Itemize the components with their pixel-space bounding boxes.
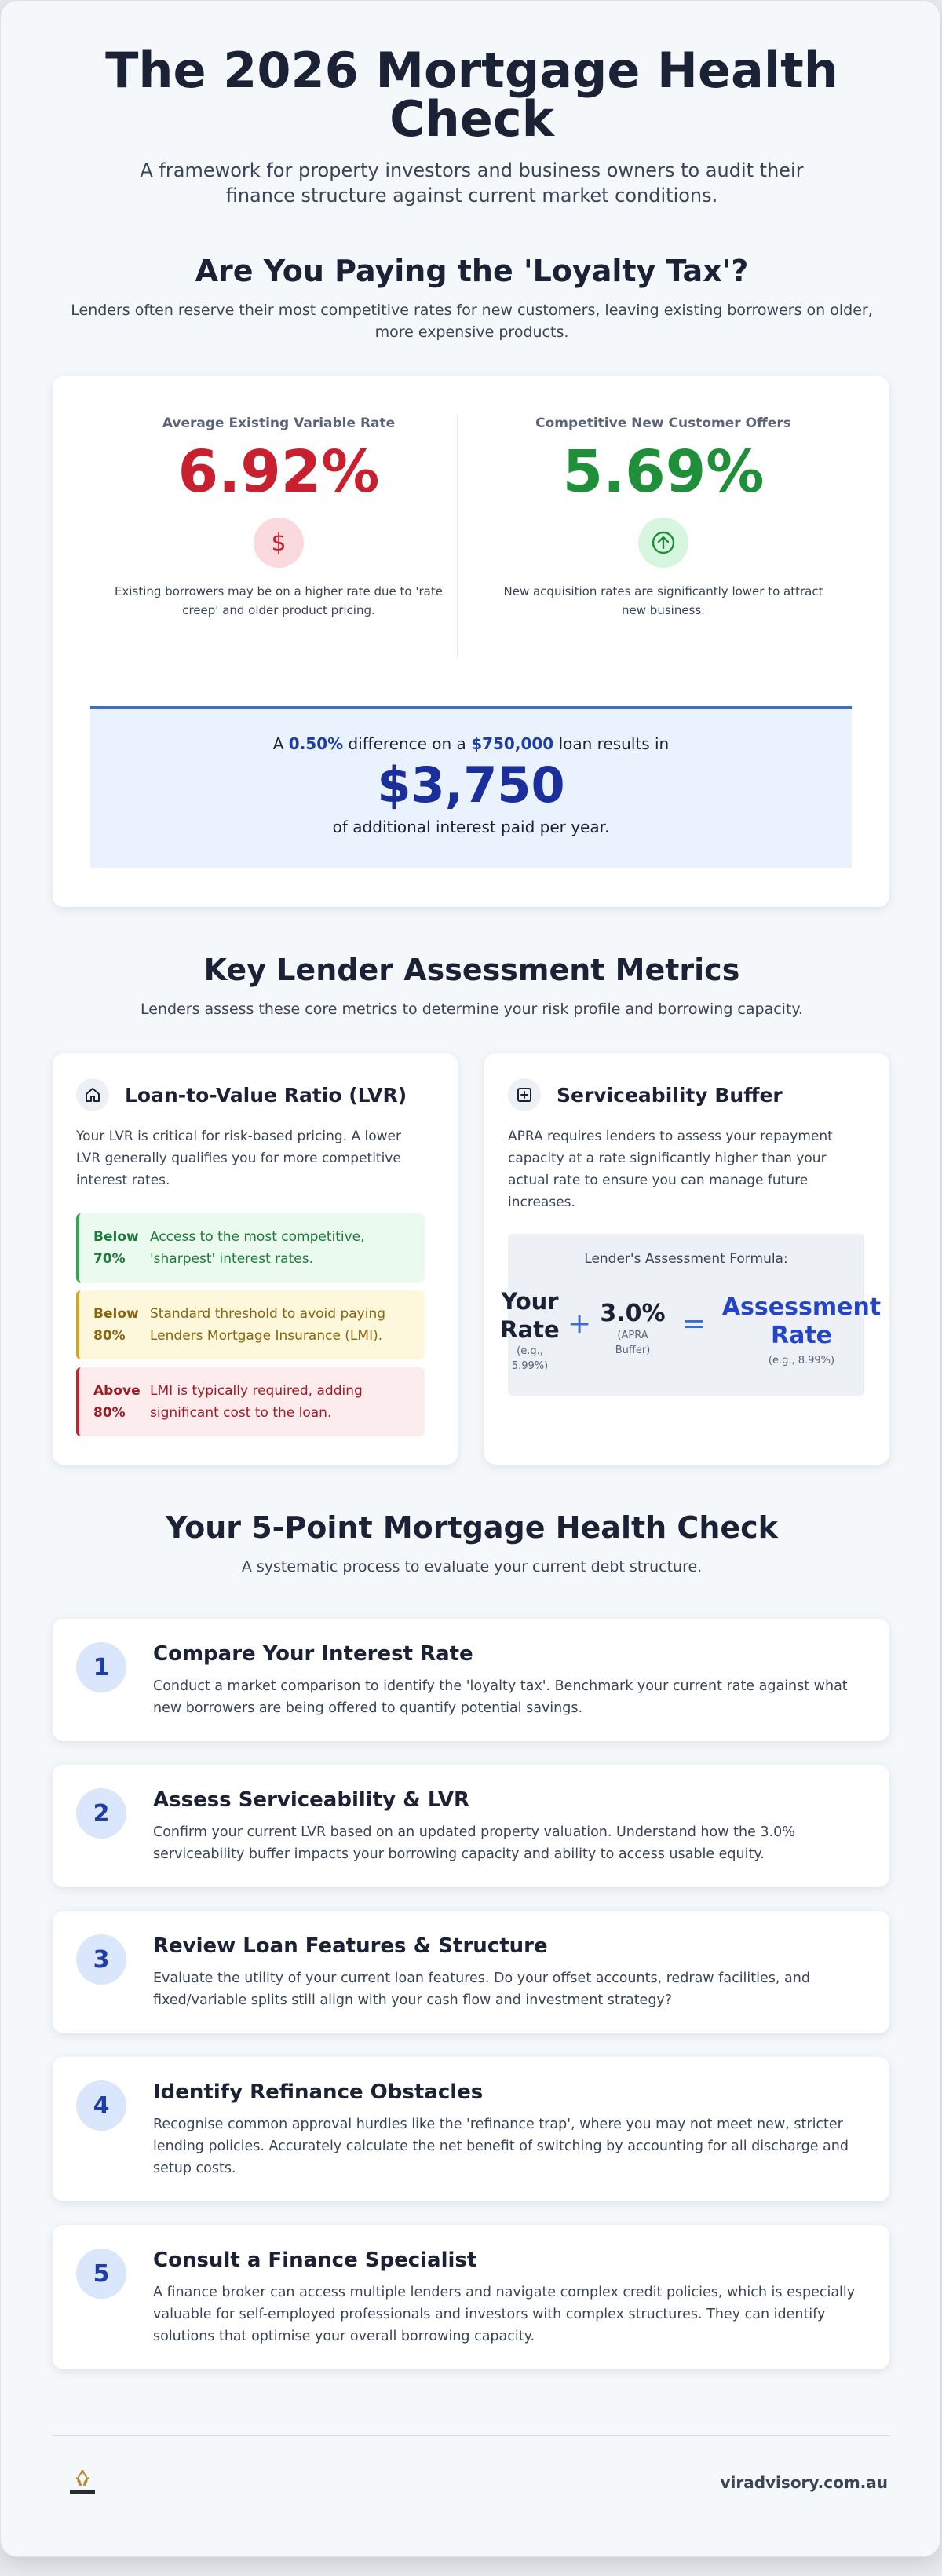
health-check-subtitle: A systematic process to evaluate your current debt structure. — [241, 1558, 703, 1575]
step-number: 3 — [76, 1934, 126, 1985]
column-divider — [457, 414, 458, 657]
lvr-card — [53, 1053, 458, 1465]
assessment-formula — [500, 1234, 882, 1396]
loyalty-section-subtitle: Lenders often reserve their most competitive rates for new customers, leaving existing borrowers on older, more expensive products. — [71, 302, 873, 341]
health-check-step-4 — [53, 2057, 889, 2201]
tier-label: Above 80% — [93, 1383, 141, 1421]
existing-rate-label: Average Existing Variable Rate — [162, 415, 396, 431]
formula-equals: = — [682, 1308, 706, 1340]
metrics-section-title: Key Lender Assessment Metrics — [203, 953, 740, 987]
step-description: Evaluate the utility of your current loan features. Do your offset accounts, redraw facilities, and fixed/variable splits still align with your cash flow and investment strategy? — [153, 1970, 810, 2008]
assessment-rate-label: Assessment Rate — [721, 1293, 882, 1349]
health-check-step-1 — [53, 1619, 889, 1741]
dollar-icon — [254, 518, 304, 568]
diff-suffix: loan results in — [558, 734, 670, 753]
lvr-title: Loan-to-Value Ratio (LVR) — [125, 1083, 407, 1107]
buffer-description: APRA requires lenders to assess your repayment capacity at a rate significantly higher than your actual rate to ensure you can manage future increases. — [508, 1129, 833, 1210]
lvr-tier-above-80 — [76, 1367, 425, 1436]
new-rate-column — [491, 415, 836, 620]
tier-description: Access to the most competitive, 'sharpest' interest rates. — [150, 1229, 365, 1267]
loyalty-section-title: Are You Paying the 'Loyalty Tax'? — [195, 254, 749, 288]
loyalty-card — [53, 376, 889, 907]
page-subtitle: A framework for property investors and business owners to audit their finance structure against current market conditions. — [140, 159, 804, 207]
page-title: The 2026 Mortgage Health Check — [105, 42, 838, 148]
svg-text:$: $ — [271, 529, 287, 556]
health-check-step-2 — [53, 1765, 889, 1887]
step-title: Review Loan Features & Structure — [153, 1934, 548, 1958]
step-description: Conduct a market comparison to identify the 'loyalty tax'. Benchmark your current rate against what new borrowers are being offered to quantify potential savings. — [153, 1678, 848, 1716]
company-logo[interactable] — [62, 2467, 103, 2500]
new-rate-label: Competitive New Customer Offers — [535, 415, 791, 431]
step-title: Compare Your Interest Rate — [153, 1642, 473, 1666]
buffer-title: Serviceability Buffer — [557, 1083, 783, 1107]
metrics-section-subtitle: Lenders assess these core metrics to determine your risk profile and borrowing capacity. — [141, 1001, 803, 1018]
diff-prefix: A — [272, 734, 284, 753]
step-number: 1 — [76, 1642, 126, 1692]
health-check-title: Your 5-Point Mortgage Health Check — [166, 1510, 778, 1545]
lvr-description: Your LVR is critical for risk-based pricing. A lower LVR generally qualifies you for more competitive interest rates. — [76, 1129, 401, 1188]
step-title: Consult a Finance Specialist — [153, 2249, 477, 2272]
diff-amount: $3,750 — [377, 756, 565, 814]
diff-rate: 0.50% — [288, 734, 344, 753]
assessment-rate-note: (e.g., 8.99%) — [768, 1355, 835, 1367]
formula-heading: Lender's Assessment Formula: — [584, 1251, 788, 1267]
your-rate-label: Your Rate — [500, 1288, 560, 1343]
website-link[interactable]: viradvisory.com.au — [720, 2473, 888, 2492]
step-description: A finance broker can access multiple lenders and navigate complex credit policies, which is especially valuable for self-employed professionals and investors with complex structures. They can identify solutions that optimise your overall borrowing capacity. — [153, 2285, 856, 2344]
difference-callout — [90, 706, 852, 868]
step-title: Assess Serviceability & LVR — [153, 1788, 469, 1812]
buffer-card — [484, 1053, 889, 1465]
health-check-step-5 — [53, 2225, 889, 2369]
footer-divider — [53, 2435, 889, 2436]
existing-rate-value: 6.92% — [177, 438, 380, 506]
formula-your-rate — [494, 1287, 566, 1374]
existing-rate-description: Existing borrowers may be on a higher rate due to 'rate creep' and older product pricing. — [115, 584, 443, 617]
diff-footer: of additional interest paid per year. — [332, 818, 610, 836]
tier-label: Below 80% — [93, 1306, 139, 1344]
tier-label: Below 70% — [93, 1229, 139, 1267]
lvr-tier-below-70 — [76, 1213, 425, 1283]
step-description: Recognise common approval hurdles like the 'refinance trap', where you may not meet new, stricter lending policies. Accurately calculate the net benefit of switching by accounting for all discharge and setup costs. — [153, 2117, 849, 2176]
step-number: 2 — [76, 1788, 126, 1839]
formula-plus: + — [568, 1308, 592, 1340]
formula-assessment-rate — [715, 1293, 888, 1368]
tier-description: LMI is typically required, adding significant cost to the loan. — [150, 1383, 363, 1421]
existing-rate-column — [106, 415, 451, 620]
plus-square-icon — [508, 1078, 541, 1111]
health-check-step-3 — [53, 1911, 889, 2033]
new-rate-description: New acquisition rates are significantly lower to attract new business. — [503, 584, 823, 617]
step-number: 4 — [76, 2080, 126, 2131]
diff-loan: $750,000 — [471, 734, 554, 753]
step-number: 5 — [76, 2249, 126, 2299]
arrow-up-circle-icon — [638, 518, 688, 568]
step-description: Confirm your current LVR based on an updated property valuation. Understand how the 3.0% serviceability buffer impacts your borrowing capacity and ability to access usable equity. — [153, 1824, 795, 1862]
formula-buffer — [597, 1300, 668, 1358]
difference-sentence — [90, 734, 852, 753]
lvr-tier-below-80 — [76, 1290, 425, 1359]
buffer-note: (APRA Buffer) — [615, 1330, 651, 1356]
diff-middle: difference on a — [348, 734, 466, 753]
your-rate-note: (e.g., 5.99%) — [511, 1345, 549, 1372]
tier-description: Standard threshold to avoid paying Lenders Mortgage Insurance (LMI). — [150, 1306, 386, 1344]
home-icon — [76, 1078, 109, 1111]
buffer-value: 3.0% — [600, 1300, 666, 1327]
new-rate-value: 5.69% — [562, 438, 765, 506]
step-title: Identify Refinance Obstacles — [153, 2080, 484, 2104]
